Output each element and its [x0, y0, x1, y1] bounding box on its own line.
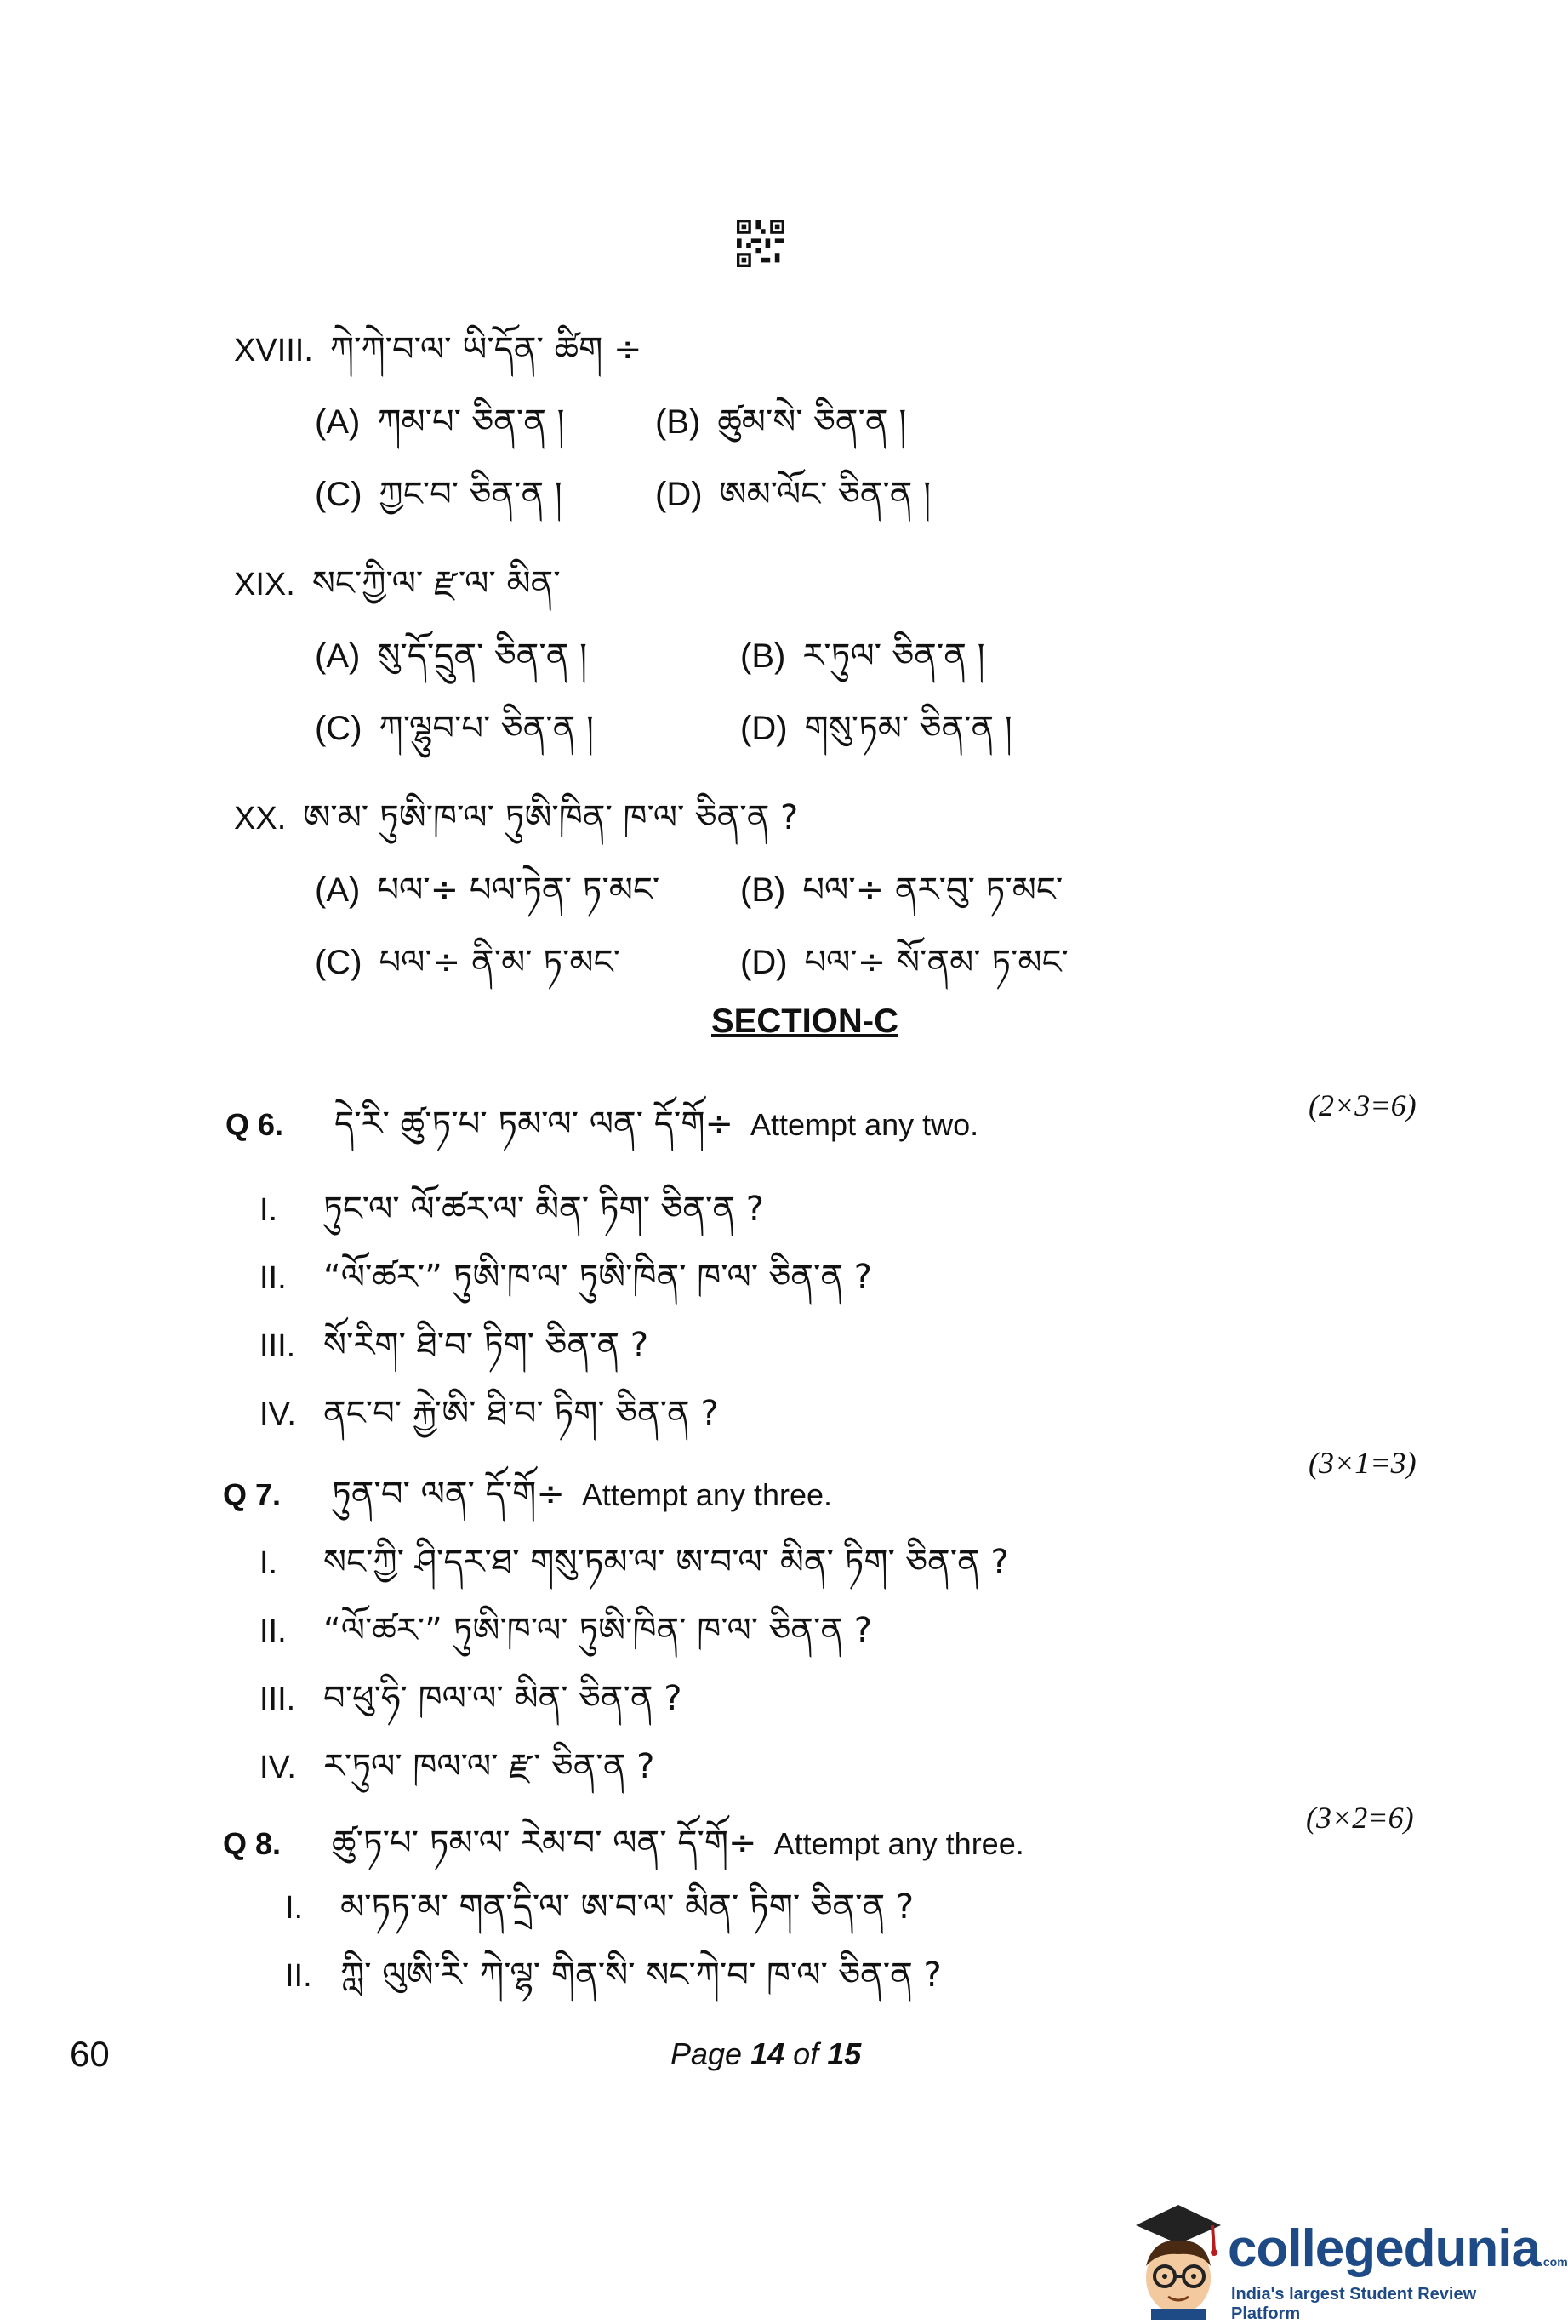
- page-indicator: [670, 2036, 861, 2072]
- option-c: [315, 689, 594, 785]
- option-d: [655, 455, 931, 551]
- option-label: (A): [315, 403, 361, 441]
- item-number: I.: [259, 1545, 278, 1581]
- option-text: པལ་÷ ནི་མ་ ཏ་མང་: [379, 943, 620, 982]
- section-heading: SECTION-C: [711, 1002, 898, 1040]
- option-text: ཚུམ་སེ་ ཅིན་ན །: [717, 403, 907, 442]
- item-text: སང་ཀྱི་ ཤི་དར་ཐ་ གསུ་ཏམ་ལ་ ཨ་བ་ལ་ མིན་ ཏིག་ ཅིན་ན ?: [323, 1543, 1009, 1582]
- item-text: ཏུང་ལ་ ལོ་ཚར་ལ་ མིན་ ཏིག་ ཅིན་ན ?: [323, 1190, 764, 1229]
- question-number: XIX.: [234, 567, 295, 602]
- question-text: ཀེ་ཀེ་བ་ལ་ ཡི་དོན་ ཚིག ÷: [329, 330, 642, 369]
- item-text: “ལོ་ཚར་” ཏུཨི་ཁ་ལ་ ཏུཨི་ཁིན་ ཁ་ལ་ ཅིན་ན ?: [323, 1611, 872, 1650]
- question-instruction: Attempt any two.: [750, 1107, 979, 1142]
- question-instruction: Attempt any three.: [773, 1826, 1024, 1861]
- question-number: XVIII.: [234, 333, 313, 368]
- item-text: སོ་རིག་ ཐི་བ་ ཏིག་ ཅིན་ན ?: [323, 1326, 649, 1365]
- brand-tagline: India's largest Student Review Platform: [1231, 2285, 1477, 2323]
- item-number: II.: [285, 1958, 312, 1994]
- page-current: 14: [750, 2036, 785, 2071]
- item-number: III.: [259, 1328, 296, 1364]
- q8-item-2: [285, 1936, 942, 2032]
- option-label: (A): [315, 871, 361, 909]
- question-text: སང་ཀྱི་ལ་ རྫ་ལ་ མིན་: [311, 564, 561, 603]
- brand-suffix: .com: [1539, 2255, 1568, 2269]
- question-number: Q 7.: [223, 1477, 282, 1512]
- brand-name: collegedunia: [1228, 2219, 1540, 2278]
- item-text: ཀླི་ ལུཨི་རི་ ཀེ་ལྷ་ གིན་སི་ སང་ཀེ་བ་ ཁ་ལ་ ཅིན་ན ?: [340, 1956, 942, 1995]
- option-label: (C): [315, 944, 362, 981]
- page-of: of: [793, 2036, 819, 2071]
- mascot-icon: [1127, 2200, 1229, 2320]
- question-number: Q 8.: [223, 1826, 282, 1861]
- item-text: བ་ཕུ་ཧི་ ཁལ་ལ་ མིན་ ཅིན་ན ?: [323, 1679, 682, 1718]
- option-text: ཀམ་པ་ ཅིན་ན །: [377, 403, 565, 442]
- item-number: IV.: [259, 1750, 296, 1785]
- page-total: 15: [827, 2036, 862, 2071]
- option-label: (B): [655, 403, 701, 441]
- option-c: [315, 455, 562, 551]
- option-text: པལ་÷ པལ་ཏེན་ ཏ་མང་: [377, 871, 660, 910]
- item-text: ར་ཏུལ་ ཁལ་ལ་ རྫ་ ཅིན་ན ?: [323, 1747, 655, 1786]
- item-number: II.: [259, 1260, 287, 1296]
- option-d: [740, 689, 1012, 785]
- option-text: པལ་÷ ནར་བུ་ ཏ་མང་: [802, 871, 1063, 910]
- item-text: “ལོ་ཚར་” ཏུཨི་ཁ་ལ་ ཏུཨི་ཁིན་ ཁ་ལ་ ཅིན་ན ?: [323, 1258, 872, 1297]
- item-text: མ་ཏཏ་མ་ གན་དྲི་ལ་ ཨ་བ་ལ་ མིན་ ཏིག་ ཅིན་ན ?: [340, 1887, 915, 1927]
- option-label: (D): [740, 944, 788, 981]
- item-number: IV.: [259, 1396, 296, 1432]
- question-text: ཚུ་ཏ་པ་ ཏམ་ལ་ རེམ་བ་ ལན་ དོ་གོ÷: [332, 1824, 757, 1863]
- option-text: ཨམ་ལོང་ ཅིན་ན །: [719, 475, 932, 514]
- option-label: (C): [315, 710, 362, 747]
- question-number: Q 6.: [225, 1107, 284, 1142]
- option-text: གསུ་ཏམ་ ཅིན་ན །: [804, 709, 1012, 748]
- qr-code-image: [737, 220, 784, 267]
- item-number: III.: [259, 1682, 296, 1717]
- option-text: པལ་÷ སོ་ནམ་ ཏ་མང་: [804, 943, 1069, 982]
- question-number: XX.: [234, 801, 287, 837]
- question-instruction: Attempt any three.: [581, 1477, 833, 1512]
- page-side-number: 60: [70, 2034, 110, 2074]
- collegedunia-logo: [1127, 2200, 1568, 2323]
- question-text: ཏུན་བ་ ལན་ དོ་གོ÷: [332, 1475, 565, 1514]
- option-label: (D): [655, 476, 703, 513]
- option-label: (A): [315, 637, 361, 675]
- marks-label: (3×1=3): [1309, 1446, 1417, 1480]
- question-text: ཨ་མ་ ཏུཨི་ཁ་ལ་ ཏུཨི་ཁིན་ ཁ་ལ་ ཅིན་ན ?: [303, 798, 799, 837]
- option-text: སུ་དོ་དྲུན་ ཅིན་ན །: [377, 637, 588, 676]
- item-text: ནང་བ་ རྐྱེ་ཨི་ ཐི་བ་ ཏིག་ ཅིན་ན ?: [323, 1394, 719, 1433]
- option-label: (D): [740, 710, 788, 747]
- option-text: ཀྱང་བ་ ཅིན་ན །: [379, 475, 562, 514]
- question-6: [225, 1085, 978, 1181]
- option-text: ཀ་ལྷུབ་པ་ ཅིན་ན །: [379, 709, 594, 748]
- option-label: (B): [740, 637, 786, 675]
- option-label: (B): [740, 871, 786, 909]
- option-c: [315, 923, 620, 1019]
- marks-label: (3×2=6): [1306, 1801, 1414, 1835]
- marks-label: (2×3=6): [1309, 1088, 1417, 1122]
- option-label: (C): [315, 476, 362, 513]
- page-prefix: Page: [670, 2036, 743, 2071]
- item-number: I.: [259, 1192, 278, 1228]
- option-text: ར་ཏུལ་ ཅིན་ན །: [802, 637, 985, 676]
- question-text: དེ་རི་ ཚུ་ཏ་པ་ ཏམ་ལ་ ལན་ དོ་གོ÷: [334, 1105, 734, 1144]
- item-number: I.: [285, 1890, 304, 1926]
- item-number: II.: [259, 1613, 287, 1649]
